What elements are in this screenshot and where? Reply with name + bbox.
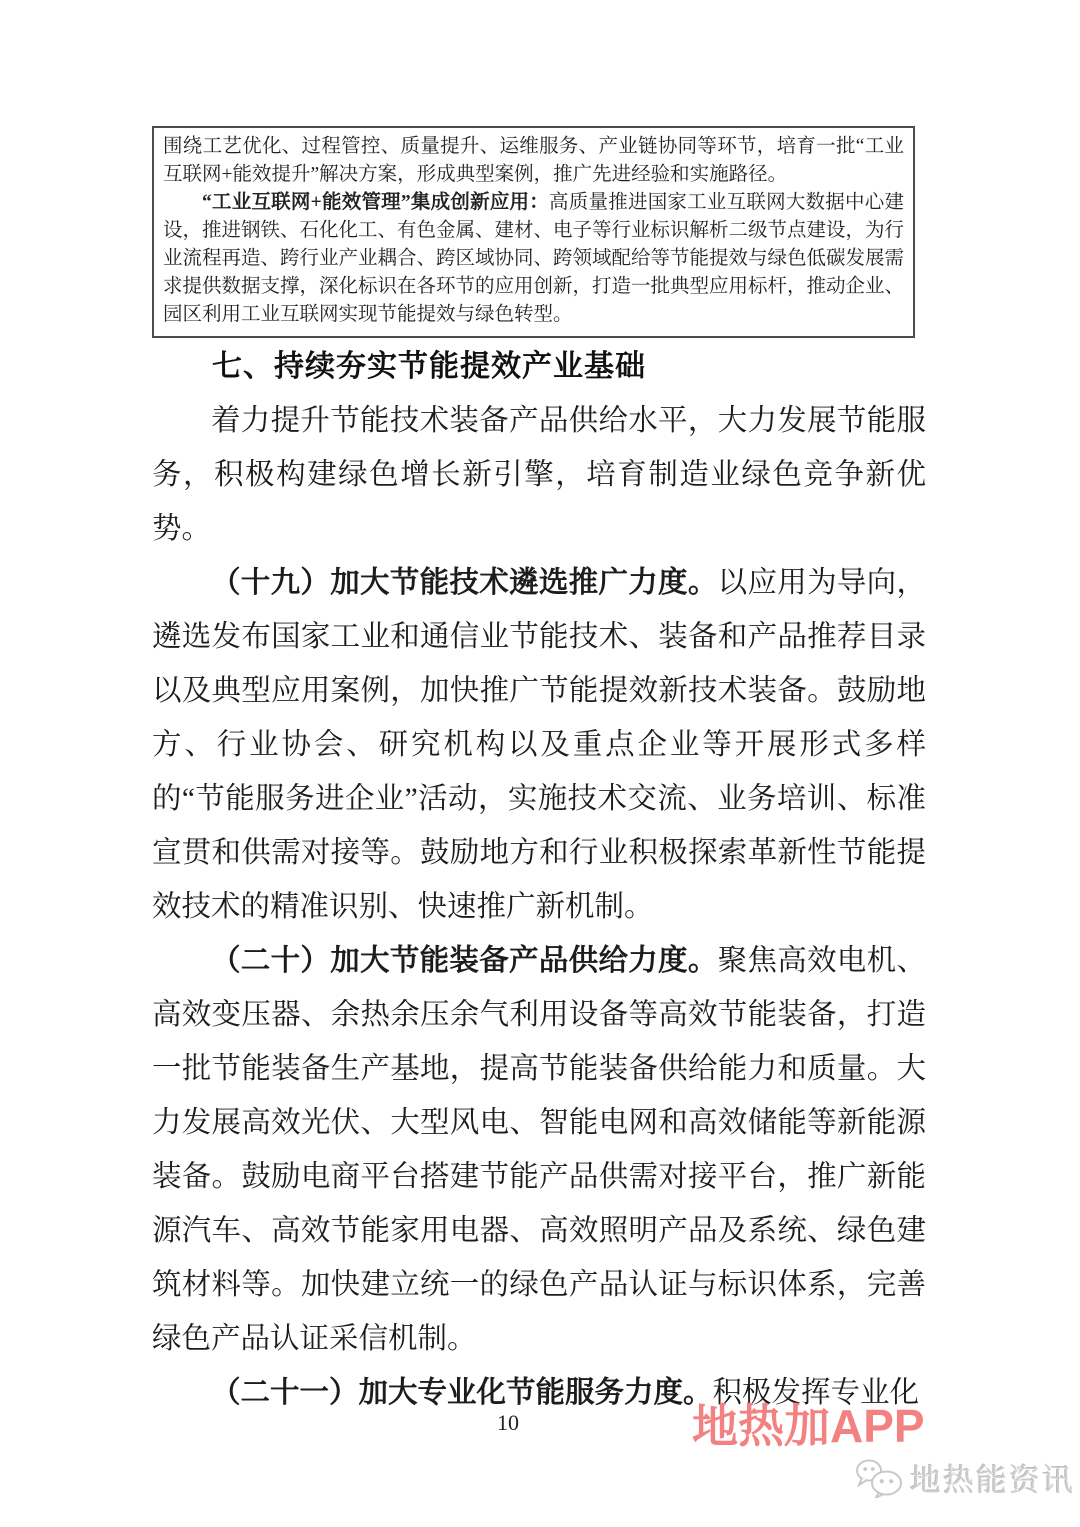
paragraph-19-body: 以应用为导向，遴选发布国家工业和通信业节能技术、装备和产品推荐目录以及典型应用案例，加快推广节能提效新技术装备。鼓励地方、行业协会、研究机构以及重点企业等开展形式多样的“节能服务进企业”活动，实施技术交流、业务培训、标准宣贯和供需对接等。鼓励地方和行业积极探索革新性节能提效技术的精准识别、快速推广新机制。 [152, 567, 926, 923]
section-intro-paragraph: 着力提升节能技术装备产品供给水平，大力发展节能服务，积极构建绿色增长新引擎，培育制造业绿色竞争新优势。 [152, 405, 926, 545]
page-number: 10 [497, 1410, 519, 1435]
channel-watermark-label: 地热能资讯 [910, 1463, 1075, 1498]
note-paragraph-application-body: 高质量推进国家工业互联网大数据中心建设，推进钢铁、石化化工、有色金属、建材、电子等行业标识解析二级节点建设，为行业流程再造、跨行业产业耦合、跨区域协同、跨领域配给等节能提效与绿色低碳发展需求提供数据支撑，深化标识在各环节的应用创新，打造一批典型应用标杆，推动企业、园区利用工业互联网实现节能提效与绿色转型。 [163, 192, 905, 325]
document-body [152, 394, 926, 1420]
paragraph-20-body: 聚焦高效电机、高效变压器、余热余压余气利用设备等高效节能装备，打造一批节能装备生产基地，提高节能装备供给能力和质量。大力发展高效光伏、大型风电、智能电网和高效储能等新能源装备。鼓励电商平台搭建节能产品供需对接平台，推广新能源汽车、高效节能家用电器、高效照明产品及系统、绿色建筑材料等。加快建立统一的绿色产品认证与标识体系，完善绿色产品认证采信机制。 [152, 945, 926, 1355]
paragraph-19-lead: （十九）加大节能技术遴选推广力度。 [211, 567, 718, 599]
paragraph-21-body: 积极发挥专业化 [712, 1377, 920, 1409]
paragraph-19 [152, 556, 926, 934]
industrial-internet-note-box [152, 126, 915, 338]
paragraph-20-lead: （二十）加大节能装备产品供给力度。 [211, 945, 718, 977]
app-watermark: 地热加APP [692, 1400, 925, 1452]
wechat-icon [855, 1458, 903, 1498]
note-paragraph-application-lead: “工业互联网+能效管理”集成创新应用： [202, 192, 550, 213]
paragraph-20 [152, 934, 926, 1366]
note-paragraph-continuation: 围绕工艺优化、过程管控、质量提升、运维服务、产业链协同等环节，培育一批“工业互联网+能效提升”解决方案，形成典型案例，推广先进经验和实施路径。 [163, 136, 904, 185]
paragraph-21-lead: （二十一）加大专业化节能服务力度。 [211, 1377, 713, 1409]
section-heading: 七、持续夯实节能提效产业基础 [212, 350, 646, 383]
channel-watermark [855, 1455, 1075, 1500]
note-paragraph-application [163, 189, 904, 329]
